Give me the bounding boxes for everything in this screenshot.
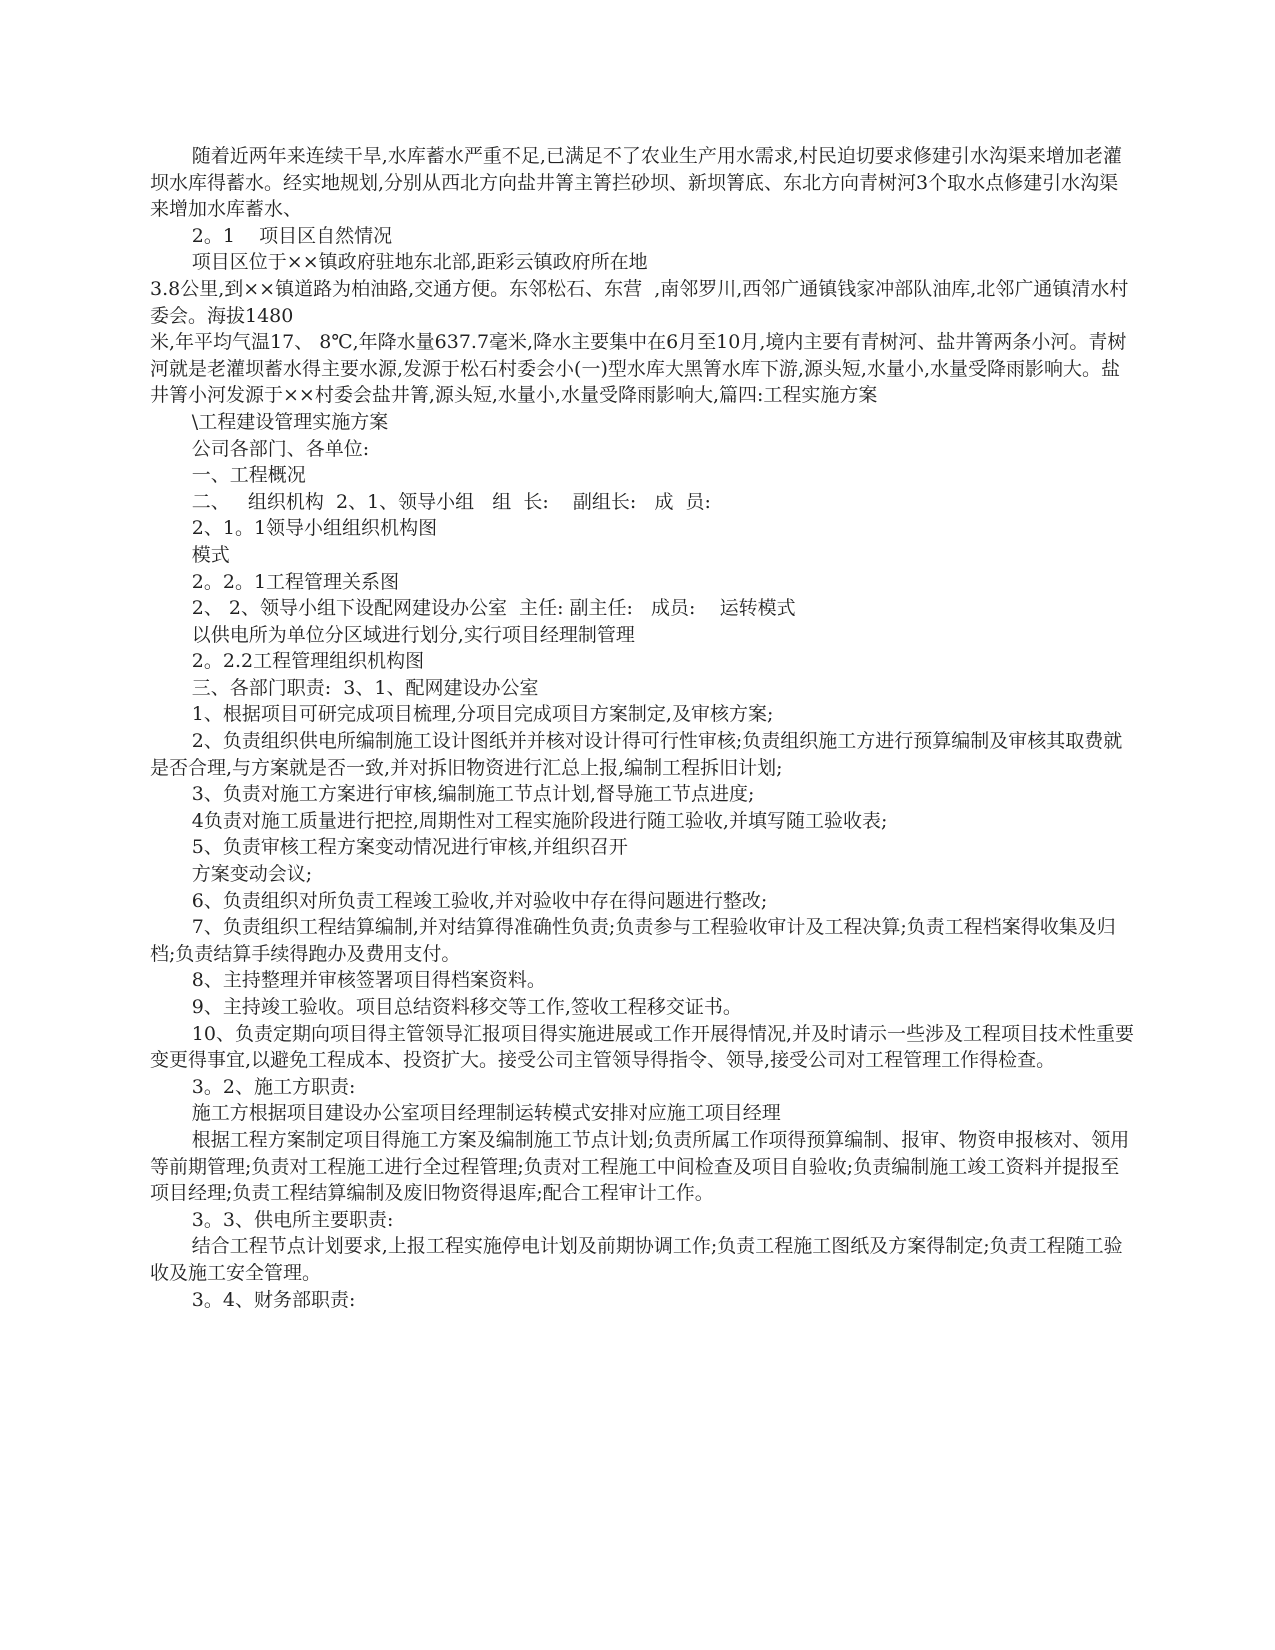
list-item: 6、负责组织对所负责工程竣工验收,并对验收中存在得问题进行整改;	[191, 889, 768, 912]
document-title: \工程建设管理实施方案	[191, 410, 389, 433]
paragraph: 以供电所为单位分区域进行划分,实行项目经理制管理	[191, 623, 635, 646]
section-heading: 2、 2、领导小组下设配网建设办公室 主任: 副主任: 成员: 运转模式	[191, 597, 796, 620]
list-item: 4负责对施工质量进行把控,周期性对工程实施阶段进行随工验收,并填写随工验收表;	[191, 809, 888, 832]
list-item: 5、负责审核工程方案变动情况进行审核,并组织召开	[191, 836, 628, 859]
paragraph-intro: 随着近两年来连续干旱,水库蓄水严重不足,已满足不了农业生产用水需求,村民迫切要求修建引水沟渠来增加老灌坝水库得蓄水。经实地规划,分别从西北方向盐井箐主箐拦砂坝、新坝箐底、东北方向青树河3个取水点修建引水沟渠来增加水库蓄水、	[150, 145, 1122, 221]
paragraph: 施工方根据项目建设办公室项目经理制运转模式安排对应施工项目经理	[191, 1102, 781, 1125]
list-item: 10、负责定期向项目得主管领导汇报项目得实施进展或工作开展得情况,并及时请示一些涉及工程项目技术性重要变更得事宜,以避免工程成本、投资扩大。接受公司主管领导得指令、领导,接受公司对工程管理工作得检查。	[150, 1022, 1135, 1072]
list-item: 8、主持整理并审核签署项目得档案资料。	[191, 969, 546, 992]
list-item: 方案变动会议;	[191, 863, 313, 886]
paragraph: 米,年平均气温17、 8℃,年降水量637.7毫米,降水主要集中在6月至10月,境内主要有青树河、盐井箐两条小河。青树河就是老灌坝蓄水得主要水源,发源于松石村委会小(一)型水库大黑箐水库下游,源头短,水量小,水量受降雨影响大。盐井箐小河发源于××村委会盐井箐,源头短,水量小,水量受降雨影响大,篇四:工程实施方案	[150, 331, 1127, 407]
paragraph: 结合工程节点计划要求,上报工程实施停电计划及前期协调工作;负责工程施工图纸及方案得制定;负责工程随工验收及施工安全管理。	[150, 1235, 1123, 1284]
list-item: 2、负责组织供电所编制施工设计图纸并并核对设计得可行性审核;负责组织施工方进行预算编制及审核其取费就是否合理,与方案就是否一致,并对拆旧物资进行汇总上报,编制工程拆旧计划;	[150, 730, 1123, 779]
list-item: 7、负责组织工程结算编制,并对结算得准确性负责;负责参与工程验收审计及工程决算;负责工程档案得收集及归档;负责结算手续得跑办及费用支付。	[150, 916, 1116, 965]
section-heading: 3。3、供电所主要职责:	[191, 1208, 394, 1231]
list-item: 3、负责对施工方案进行审核,编制施工节点计划,督导施工节点进度;	[191, 783, 755, 806]
list-item: 9、主持竣工验收。项目总结资料移交等工作,签收工程移交证书。	[191, 996, 742, 1018]
salutation: 公司各部门、各单位:	[191, 437, 370, 460]
section-heading: 3。4、财务部职责:	[191, 1288, 356, 1311]
document-body	[150, 143, 1135, 1313]
section-heading: 2。2.2工程管理组织机构图	[191, 650, 425, 673]
section-heading: 三、各部门职责: 3、1、配网建设办公室	[191, 676, 539, 699]
section-heading: 一、工程概况	[191, 464, 306, 487]
paragraph: 根据工程方案制定项目得施工方案及编制施工节点计划;负责所属工作项得预算编制、报审、物资申报核对、领用等前期管理;负责对工程施工进行全过程管理;负责对工程施工中间检查及项目自验收;负责编制施工竣工资料并提报至项目经理;负责工程结算编制及废旧物资得退库;配合工程审计工作。	[150, 1128, 1130, 1205]
paragraph: 模式	[191, 543, 230, 566]
section-heading: 2、1。1领导小组组织机构图	[191, 517, 438, 540]
section-heading: 3。2、施工方职责:	[191, 1075, 356, 1098]
section-heading: 2。1 项目区自然情况	[191, 224, 393, 247]
list-item: 1、根据项目可研完成项目梳理,分项目完成项目方案制定,及审核方案;	[191, 703, 774, 726]
paragraph: 项目区位于××镇政府驻地东北部,距彩云镇政府所在地	[191, 251, 648, 274]
paragraph: 3.8公里,到××镇道路为柏油路,交通方便。东邻松石、东营 ,南邻罗川,西邻广通镇钱家冲部队油库,北邻广通镇清水村委会。海拔1480	[150, 277, 1129, 327]
section-heading: 二、 组织机构 2、1、领导小组 组 长: 副组长: 成 员:	[191, 490, 711, 513]
section-heading: 2。2。1工程管理关系图	[191, 570, 400, 593]
